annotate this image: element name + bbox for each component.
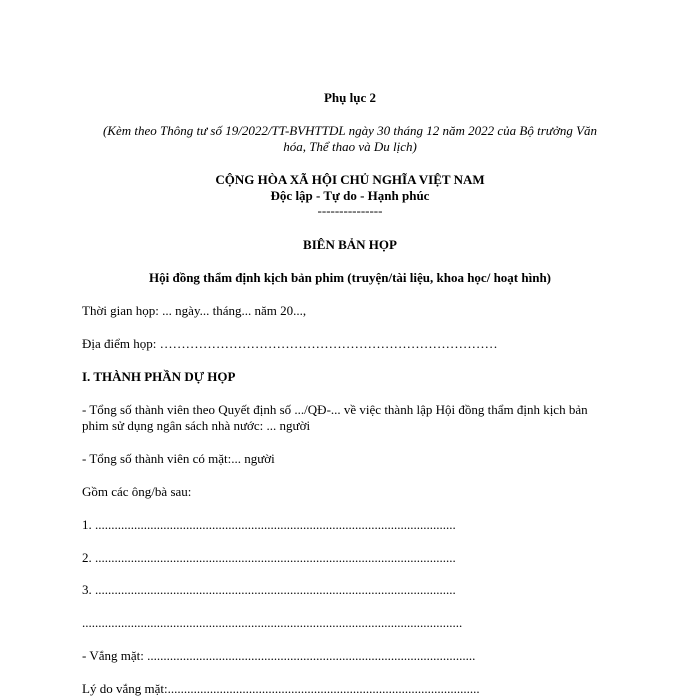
total-members-line1: - Tổng số thành viên theo Quyết định số .../QĐ-... về việc thành lập Hội đồng thẩm định kịch bản: [82, 402, 588, 417]
document-subtitle: Hội đồng thẩm định kịch bản phim (truyện/tài liệu, khoa học/ hoạt hình): [148, 270, 552, 285]
section-1-heading: I. THÀNH PHẦN DỰ HỌP: [82, 369, 236, 384]
meeting-place: Địa điểm họp: ……………………………………………………………………: [82, 336, 498, 351]
member-line-1: 1. ...............................................................................................................: [82, 517, 456, 532]
appendix-title: Phụ lục 2: [323, 90, 376, 105]
absent-line: - Vắng mặt: .....................................................................................................: [82, 648, 476, 663]
members-intro: Gồm các ông/bà sau:: [82, 484, 192, 499]
attachment-note-line2: hóa, Thể thao và Du lịch): [283, 139, 417, 154]
member-line-3: 3. ...............................................................................................................: [82, 582, 456, 597]
nation-heading: CỘNG HÒA XÃ HỘI CHỦ NGHĨA VIỆT NAM: [215, 172, 485, 187]
meeting-time: Thời gian họp: ... ngày... tháng... năm 20...,: [82, 303, 307, 318]
motto: Độc lập - Tự do - Hạnh phúc: [270, 188, 430, 203]
member-line-more: .....................................................................................................................: [82, 615, 463, 630]
absent-reason-line: Lý do vắng mặt:................................................................................................: [82, 681, 480, 696]
attachment-note-line1: (Kèm theo Thông tư số 19/2022/TT-BVHTTDL ngày 30 tháng 12 năm 2022 của Bộ trưởng Văn: [102, 123, 598, 138]
motto-rule: ---------------: [317, 203, 383, 218]
document-title: BIÊN BẢN HỌP: [303, 237, 397, 252]
present-members: - Tổng số thành viên có mặt:... người: [82, 451, 275, 466]
total-members-line2: phim sử dụng ngân sách nhà nước: ... người: [82, 418, 311, 433]
member-line-2: 2. ...............................................................................................................: [82, 550, 456, 565]
